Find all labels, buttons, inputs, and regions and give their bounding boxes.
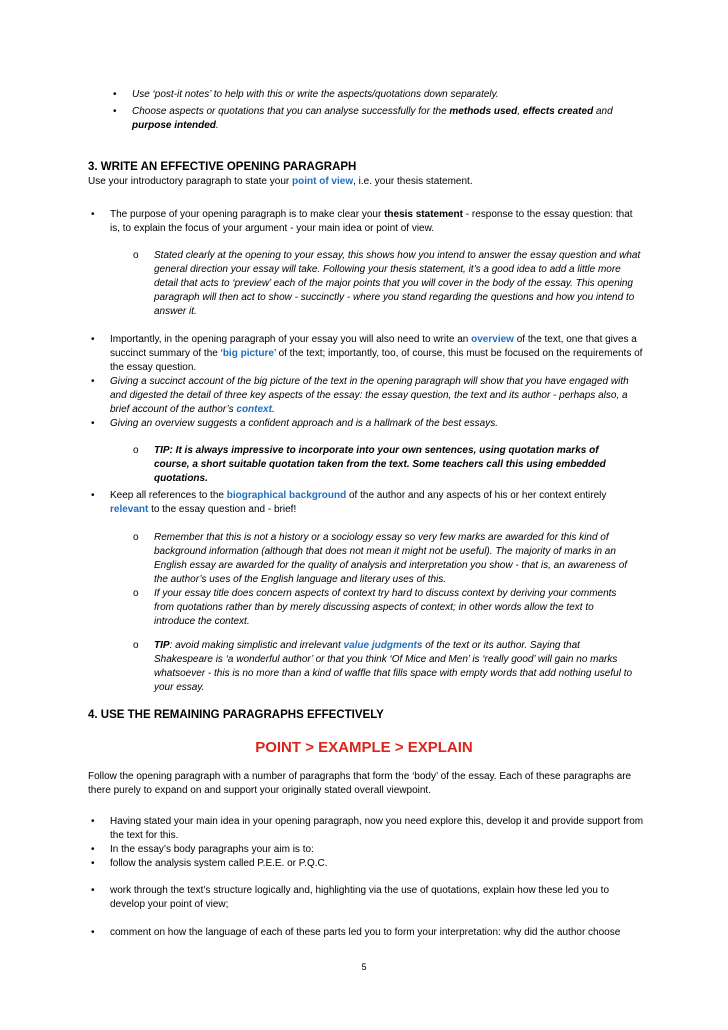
s3-bullet-purpose: The purpose of your opening paragraph is to make clear your thesis statement - response to the essay question: that is, to explain the focus of your argument - your main idea or point of view.	[110, 209, 633, 234]
section-3-heading: 3. WRITE AN EFFECTIVE OPENING PARAGRAPH	[88, 161, 357, 173]
s4-bullet-pee: follow the analysis system called P.E.E. or P.Q.C.	[110, 858, 328, 869]
s4-bullet-aim: In the essay’s body paragraphs your aim is to:	[110, 844, 314, 855]
section-4-intro: Follow the opening paragraph with a number of paragraphs that form the ‘body’ of the essay. Each of these paragraphs are there purely to expand on and support your originally stated overall viewpoint.	[88, 771, 632, 796]
bullet-icon: •	[91, 927, 95, 938]
s3-sub-context: If your essay title does concern aspects of context try hard to discuss context by deriving your comments from quotations rather than by merely discussing aspects of context; in other words allow the text to introduce the context.	[154, 588, 617, 627]
s3-bullet-big-picture: Giving a succinct account of the big picture of the text in the opening paragraph will show that you have engaged with and digested the detail of three key aspects of the essay: the essay question, the text and its author - perhaps also, a brief account of the author’s context.	[110, 376, 629, 415]
list-item-post-it: Use ‘post-it notes’ to help with this or write the aspects/quotations down separately.	[132, 89, 499, 100]
s3-bullet-biographical: Keep all references to the biographical background of the author and any aspects of his or her context entirely relevant to the essay question and - brief!	[110, 490, 607, 515]
pee-formula: POINT > EXAMPLE > EXPLAIN	[255, 739, 473, 756]
s3-sub-thesis: Stated clearly at the opening to your essay, this shows how you intend to answer the essay question and what general direction your essay will take. Following your thesis statement, it’s a good idea to add a little more detail that acts to ‘preview’ each of the major points that you will cover in the body of the essay. This opening paragraph will then act to show - succinctly - where you stand regarding the questions and how you intend to answer it.	[154, 250, 641, 317]
circle-bullet-icon: o	[133, 445, 139, 456]
s3-tip-value-judgments: TIP: avoid making simplistic and irrelevant value judgments of the text or its author. Saying that Shakespeare is ‘a wonderful author’ or that you think ‘Of Mice and Men’ is ‘really good’ will gain no marks whatsoever - this is no more than a kind of waffle that fills space with empty words that add nothing useful to your essay.	[154, 640, 633, 693]
s3-bullet-overview: Importantly, in the opening paragraph of your essay you will also need to write an overview of the text, one that gives a succinct summary of the ‘big picture’ of the text; importantly, too, of course, this must be focused on the requirements of the essay question.	[110, 334, 643, 373]
section-4-heading: 4. USE THE REMAINING PARAGRAPHS EFFECTIVELY	[88, 709, 384, 721]
s3-sub-history: Remember that this is not a history or a sociology essay so very few marks are awarded for this kind of background information (although that does not mean it might not be useful). The majority of marks in an English essay are awarded for the quality of analysis and interpretation you show - that is, an awareness of the author’s uses of the English language and literary uses of this.	[154, 532, 628, 585]
circle-bullet-icon: o	[133, 640, 139, 651]
bullet-icon: •	[113, 106, 117, 117]
circle-bullet-icon: o	[133, 532, 139, 543]
s4-bullet-language: comment on how the language of each of these parts led you to form your interpretation: why did the author choose	[110, 927, 621, 938]
s4-bullet-main-idea: Having stated your main idea in your opening paragraph, now you need explore this, develop it and provide support from the text for this.	[110, 816, 644, 841]
s3-tip-embedded: TIP: It is always impressive to incorporate into your own sentences, using quotation marks of course, a short suitable quotation taken from the text. Some teachers call this using embedded quotations.	[154, 445, 606, 484]
bullet-icon: •	[91, 376, 95, 387]
bullet-icon: •	[91, 844, 95, 855]
list-item-choose-aspects: Choose aspects or quotations that you can analyse successfully for the methods used, effects created and purpose intended.	[132, 106, 613, 131]
bullet-icon: •	[91, 334, 95, 345]
bullet-icon: •	[91, 209, 95, 220]
circle-bullet-icon: o	[133, 588, 139, 599]
section-3-intro: Use your introductory paragraph to state your point of view, i.e. your thesis statement.	[88, 176, 473, 187]
page-number: 5	[361, 962, 367, 972]
bullet-icon: •	[91, 490, 95, 501]
s3-bullet-confident: Giving an overview suggests a confident approach and is a hallmark of the best essays.	[110, 418, 498, 429]
bullet-icon: •	[91, 885, 95, 896]
circle-bullet-icon: o	[133, 250, 139, 261]
bullet-icon: •	[91, 418, 95, 429]
bullet-icon: •	[113, 89, 117, 100]
bullet-icon: •	[91, 858, 95, 869]
s4-bullet-structure: work through the text’s structure logically and, highlighting via the use of quotations, explain how these led you to develop your point of view;	[110, 885, 610, 910]
bullet-icon: •	[91, 816, 95, 827]
